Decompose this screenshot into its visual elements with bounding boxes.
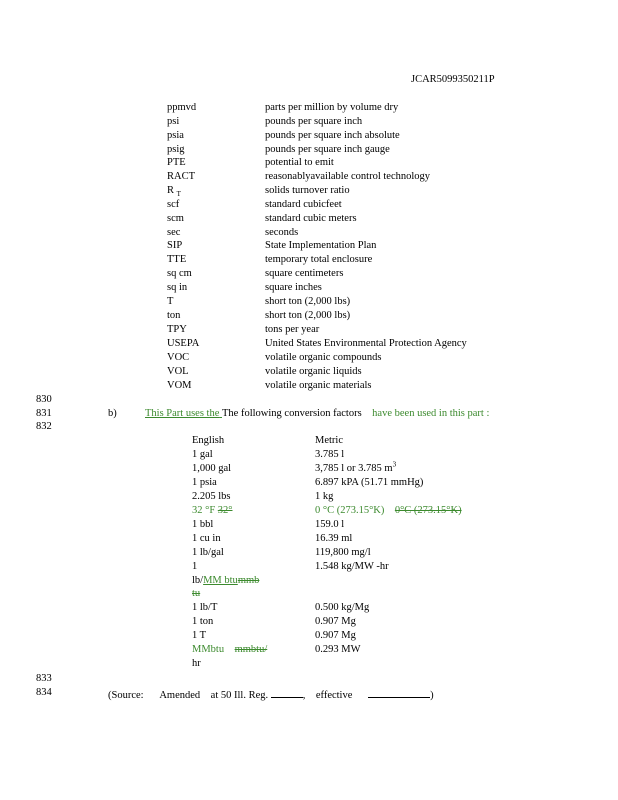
column-header-metric: Metric (315, 435, 343, 446)
abbr-term: VOL (167, 366, 189, 377)
english-value: 1 gal (192, 449, 213, 460)
abbr-term: SIP (167, 240, 183, 251)
abbr-term: TPY (167, 324, 187, 335)
inserted-text: This Part uses the (145, 408, 220, 419)
abbr-term: sq in (167, 282, 188, 293)
source-amended: Amended (159, 690, 201, 701)
metric-value: 0.907 Mg (315, 616, 356, 627)
effective-date-blank (368, 687, 430, 698)
line-number: 834 (36, 687, 52, 698)
source-close: ) (430, 690, 434, 701)
english-value: hr (192, 658, 201, 669)
abbr-definition: pounds per square inch gauge (265, 144, 390, 155)
abbr-term: scm (167, 213, 184, 224)
column-header-english: English (192, 435, 225, 446)
english-value: 1 psia (192, 477, 217, 488)
english-value: 2.205 lbs (192, 491, 231, 502)
register-page-blank (271, 687, 303, 698)
inserted-text: have been used in this part : (372, 408, 490, 419)
deleted-text: mmbtu/ (234, 644, 268, 655)
english-value: 1 lb/gal (192, 547, 224, 558)
subsection-text-body: The following conversion factors (222, 408, 362, 419)
metric-value: 3.785 l (315, 449, 345, 460)
line-number: 830 (36, 394, 52, 405)
abbr-definition: standard cubic meters (265, 213, 357, 224)
abbr-term: VOC (167, 352, 190, 363)
abbr-term: sq cm (167, 268, 192, 279)
abbr-definition: seconds (265, 227, 299, 238)
abbr-definition: pounds per square inch absolute (265, 130, 400, 141)
metric-value: 1.548 kg/MW -hr (315, 561, 389, 572)
abbr-term: sec (167, 227, 181, 238)
abbr-definition: State Implementation Plan (265, 240, 377, 251)
english-value: 1 (192, 561, 198, 572)
metric-value: 6.897 kPA (51.71 mmHg) (315, 477, 424, 488)
subsection-label: b) (108, 408, 117, 419)
abbr-definition: volatile organic materials (265, 380, 372, 391)
deleted-text: mmb (237, 575, 260, 586)
subsection-text (145, 408, 489, 420)
abbr-definition: volatile organic liquids (265, 366, 362, 377)
metric-superscript: 3 (392, 460, 397, 469)
abbr-term: psig (167, 144, 185, 155)
abbr-term-subscript: T (176, 190, 181, 199)
source-effective: effective (315, 690, 353, 701)
abbr-definition: United States Environmental Protection Agency (265, 338, 467, 349)
inserted-text: 32 °F (192, 505, 216, 516)
metric-value: 159.0 l (315, 519, 345, 530)
source-open: (Source: (108, 690, 144, 701)
english-value: 1 cu in (192, 533, 221, 544)
abbr-definition: square inches (265, 282, 322, 293)
english-value: 1 ton (192, 616, 214, 627)
abbr-definition: reasonablyavailable control technology (265, 171, 431, 182)
abbr-term: TTE (167, 254, 187, 265)
abbr-term: VOM (167, 380, 192, 391)
english-value: 1,000 gal (192, 463, 232, 474)
abbr-term: USEPA (167, 338, 200, 349)
abbr-definition: short ton (2,000 lbs) (265, 296, 351, 307)
inserted-text: MMbtu (192, 644, 225, 655)
line-number: 833 (36, 673, 52, 684)
english-value (192, 575, 259, 587)
abbr-term: T (167, 296, 174, 307)
abbr-definition: short ton (2,000 lbs) (265, 310, 351, 321)
abbr-definition: potential to emit (265, 157, 334, 168)
metric-value (315, 505, 462, 517)
metric-value: 0.500 kg/Mg (315, 602, 370, 613)
line-number: 832 (36, 421, 52, 432)
abbr-definition: volatile organic compounds (265, 352, 382, 363)
metric-value: 16.39 ml (315, 533, 353, 544)
abbr-term: psia (167, 130, 184, 141)
abbr-definition: tons per year (265, 324, 320, 335)
abbr-term: psi (167, 116, 180, 127)
abbr-definition: solids turnover ratio (265, 185, 350, 196)
abbr-term: RACT (167, 171, 196, 182)
source-note: (Source: Amended at 50 Ill. Reg. , effective ) (108, 687, 434, 702)
abbr-term: ppmvd (167, 102, 197, 113)
abbr-term (167, 185, 181, 197)
metric-value-main: 3,785 l or 3.785 m (315, 463, 393, 474)
metric-value: 119,800 mg/l (315, 547, 371, 558)
english-value: 1 T (192, 630, 207, 641)
abbr-term-main: R (167, 185, 175, 196)
abbr-term: ton (167, 310, 181, 321)
abbr-term: scf (167, 199, 180, 210)
abbr-definition: square centimeters (265, 268, 344, 279)
english-value: 1 lb/T (192, 602, 218, 613)
deleted-text: tu (192, 588, 201, 599)
source-citation: at 50 Ill. Reg. (210, 690, 269, 701)
abbr-definition: standard cubicfeet (265, 199, 342, 210)
abbr-definition: temporary total enclosure (265, 254, 373, 265)
abbr-definition: parts per million by volume dry (265, 102, 399, 113)
metric-value: 0.907 Mg (315, 630, 356, 641)
english-value (192, 505, 233, 517)
english-value: 1 bbl (192, 519, 214, 530)
line-number: 831 (36, 408, 52, 419)
inserted-text: MM btu (203, 575, 238, 586)
english-value (192, 644, 267, 656)
english-value-main: lb/ (192, 575, 204, 586)
metric-value: 0.293 MW (315, 644, 361, 655)
metric-value (315, 460, 397, 475)
document-id: JCAR5099350211P (411, 74, 495, 85)
deleted-text: 0°C (273.15°K) (394, 505, 462, 516)
deleted-text: 32° (217, 505, 233, 516)
metric-value: 1 kg (315, 491, 334, 502)
abbr-definition: pounds per square inch (265, 116, 363, 127)
inserted-text: 0 °C (273.15°K) (315, 505, 385, 516)
abbr-term: PTE (167, 157, 186, 168)
